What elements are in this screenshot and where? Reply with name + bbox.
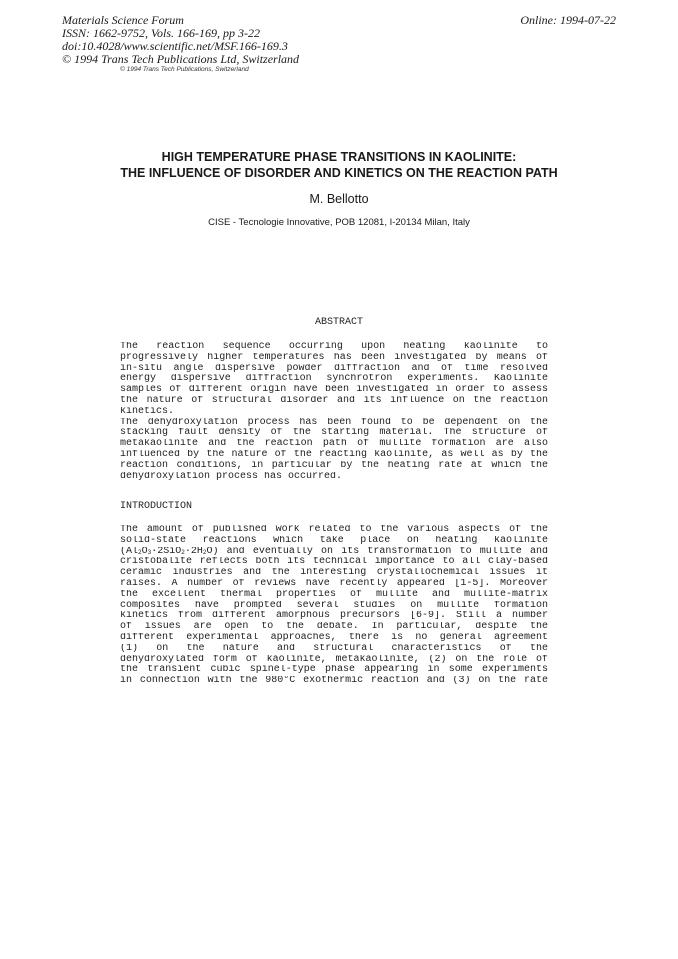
intro-line: composites have prompted several studies on mullite formation: [120, 600, 548, 611]
abstract-line: The reaction sequence occurring upon heating kaolinite to: [120, 342, 548, 352]
introduction-heading: INTRODUCTION: [120, 501, 193, 512]
intro-line: solid-state reactions which take place on heating kaolinite: [120, 535, 548, 546]
title-line-1: HIGH TEMPERATURE PHASE TRANSITIONS IN KAOLINITE:: [161, 150, 517, 164]
intro-line: the transient cubic spinel-type phase appearing in some experiments: [120, 665, 548, 676]
abstract-line: samples of different origin have been investigated in order to assess: [120, 385, 548, 396]
copyright-line: © 1994 Trans Tech Publications Ltd, Switzerland: [62, 52, 300, 66]
author-name: M. Bellotto: [309, 192, 369, 206]
abstract-line: dehydroxylation process has occurred.: [120, 471, 343, 482]
intro-line: ceramic industries and the interesting crystallochemical issues it: [120, 568, 548, 579]
formula-subscript: 2: [202, 548, 207, 556]
abstract-line: the nature of structural disorder and its influence on the reaction: [120, 395, 548, 406]
issn-line: ISSN: 1662-9752, Vols. 166-169, pp 3-22: [62, 26, 260, 40]
formula-subscript: 2: [181, 548, 185, 556]
doi-line: doi:10.4028/www.scientific.net/MSF.166-169.3: [62, 39, 288, 53]
intro-line-formula: [120, 547, 548, 558]
abstract-body: [120, 342, 548, 482]
intro-line: cristobalite reflects both its technical importance to all clay-based: [120, 557, 548, 568]
formula-subscript: 3: [147, 548, 152, 556]
formula-text: O) and eventually on its transformation to mullite and: [206, 546, 548, 557]
intro-line: in connection with the 980°C exothermic reaction and (3) on the rate: [120, 676, 548, 687]
abstract-line: reaction conditions, in particular by the heating rate at which the: [120, 460, 548, 471]
title-line-2: THE INFLUENCE OF DISORDER AND KINETICS ON THE REACTION PATH: [120, 166, 558, 180]
page-header: [62, 14, 616, 66]
intro-line: kinetics from different amorphous precursors [6-9]. Still a number: [120, 611, 548, 622]
abstract-line: influenced by the nature of the reacting kaolinite, as well as by the: [120, 449, 548, 460]
abstract-line: metakaolinite and the reaction path of mullite formation are also: [120, 439, 548, 450]
publisher-stamp: © 1994 Trans Tech Publications, Switzerland: [120, 66, 249, 73]
abstract-heading: ABSTRACT: [314, 317, 363, 328]
abstract-line: energy dispersive diffraction synchrotron experiments. Kaolinite: [120, 374, 548, 385]
intro-line: the excellent thermal properties of mullite and mullite-matrix: [120, 589, 548, 600]
intro-line: of issues are open to the debate. In particular, despite the: [120, 622, 548, 633]
online-date: Online: 1994-07-22: [520, 13, 616, 27]
formula-text: O: [141, 546, 148, 557]
journal-name: Materials Science Forum: [62, 13, 184, 27]
abstract-line: The dehydroxylation process has been found to be dependent on the: [120, 417, 548, 428]
author-affiliation: CISE - Tecnologie Innovative, POB 12081, I-20134 Milan, Italy: [208, 217, 470, 228]
formula-text: (Al: [120, 546, 139, 557]
intro-line: raises. A number of reviews have recently appeared [1-5]. Moreover: [120, 578, 548, 589]
intro-line: different experimental approaches, there is no general agreement: [120, 632, 548, 643]
intro-line: The amount of published work related to the various aspects of the: [120, 525, 548, 535]
introduction-body: [120, 525, 548, 687]
formula-text: ·2H: [184, 546, 203, 557]
abstract-line: kinetics.: [120, 406, 175, 417]
abstract-line: in-situ angle dispersive powder diffraction and of time resolved: [120, 363, 548, 374]
formula-text: ·2SiO: [151, 546, 182, 557]
abstract-line: progressively higher temperatures has been investigated by means of: [120, 352, 548, 363]
formula-subscript: 2: [138, 548, 142, 556]
abstract-line: stacking fault density of the starting material. The structure of: [120, 428, 548, 439]
paper-title: [0, 149, 678, 181]
intro-line: (1) on the nature and structural characteristics of the: [120, 643, 548, 654]
intro-line: dehydroxylated form of kaolinite, metakaolinite, (2) on the role of: [120, 654, 548, 665]
